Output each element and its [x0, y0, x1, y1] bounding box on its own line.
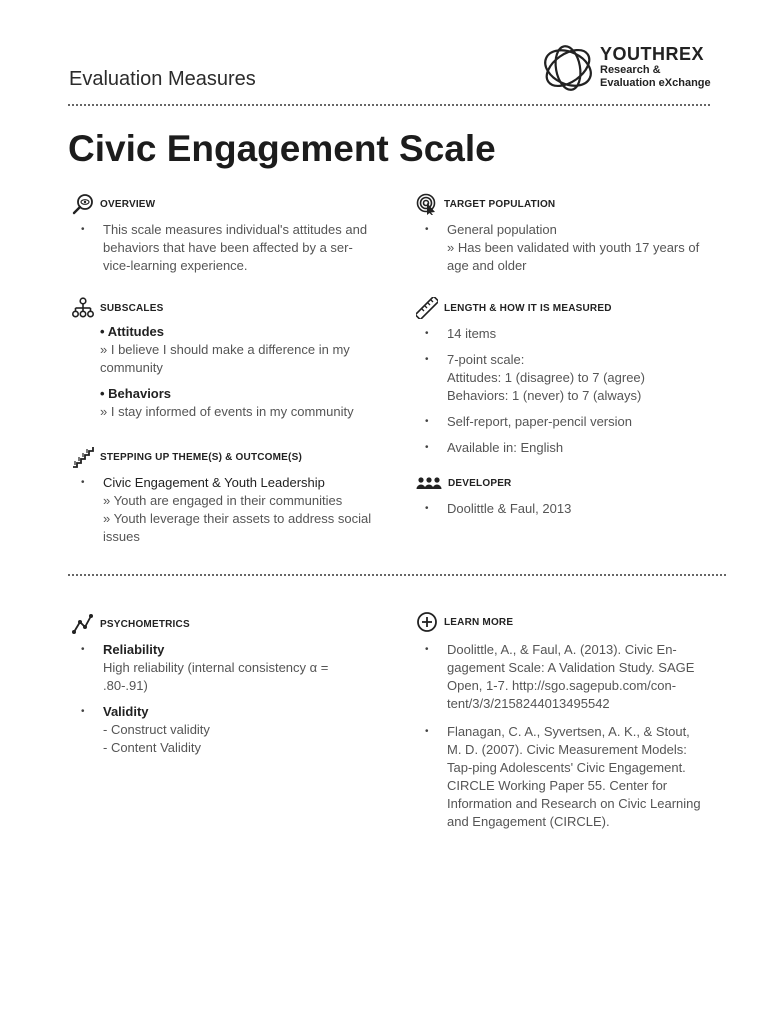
developer-section: [416, 472, 716, 526]
subscale-behaviors-name: • Behaviors: [100, 386, 172, 401]
ruler-icon: [416, 297, 438, 319]
length-scale-behaviors: Behaviors: 1 (never) to 7 (always): [447, 388, 642, 403]
brand-name: YOUTHREX: [600, 44, 705, 64]
length-item-scale: [416, 351, 716, 405]
validity-item: [72, 703, 372, 757]
stepping-item-title: • Civic Engagement & Youth Leadership: [103, 475, 325, 490]
length-item-language: • Available in: English: [416, 439, 716, 457]
length-item-items: • 14 items: [416, 325, 716, 343]
stepping-label: STEPPING UP THEME(S) & OUTCOME(S): [100, 451, 302, 463]
subscales-label: SUBSCALES: [100, 302, 164, 314]
people-group-icon: [416, 472, 442, 494]
stepping-section: [72, 446, 372, 554]
validity-line-2: - Content Validity: [103, 740, 202, 755]
learn-more-label: LEARN MORE: [444, 616, 514, 628]
psychometrics-label: PSYCHOMETRICS: [100, 618, 190, 630]
stairs-icon: [72, 446, 94, 468]
target-cursor-icon: [416, 193, 438, 215]
section-divider: [68, 574, 726, 576]
target-item-sub: » Has been validated with youth 17 years of age and older: [447, 240, 700, 273]
length-scale-attitudes: Attitudes: 1 (disagree) to 7 (agree): [447, 370, 645, 385]
hierarchy-icon: [72, 297, 94, 319]
subscale-behaviors-example: » I stay informed of events in my community: [100, 404, 354, 419]
stepping-sub-2: » Youth leverage their assets to address social issues: [103, 511, 372, 544]
target-item-text: • General population: [447, 222, 557, 237]
stepping-item: [72, 474, 372, 546]
length-item-format: • Self-report, paper-pencil version: [416, 413, 716, 431]
magnifier-eye-icon: [72, 193, 94, 215]
validity-name: • Validity: [103, 704, 149, 719]
youthrex-logo-icon: [540, 40, 596, 96]
subscale-attitudes-example: » I believe I should make a difference in my community: [100, 342, 350, 375]
developer-label: DEVELOPER: [448, 477, 512, 489]
target-label: TARGET POPULATION: [444, 198, 556, 210]
subscales-section: [72, 297, 372, 421]
length-scale-title: • 7-point scale:: [447, 352, 525, 367]
brand-block: [600, 44, 711, 90]
target-section: [416, 193, 716, 283]
developer-item: • Doolittle & Faul, 2013: [416, 500, 716, 518]
line-chart-icon: [72, 613, 94, 635]
length-section: [416, 297, 716, 465]
plus-circle-icon: [416, 611, 438, 633]
psychometrics-section: [72, 613, 372, 765]
overview-text: • This scale measures individual's attitudes and behaviors that have been affected by a ser-vice-learning experience.: [72, 221, 372, 275]
brand-sub-1: Research &: [600, 64, 661, 76]
stepping-sub-1: » Youth are engaged in their communities: [103, 493, 343, 508]
overview-section: [72, 193, 372, 283]
reliability-item: [72, 641, 372, 695]
reference-1: • Doolittle, A., & Faul, A. (2013). Civic En-gagement Scale: A Validation Study. SAGE Open, 1-7. http://sgo.sagepub.com/con-tent/3/3/2158244013495542: [416, 641, 706, 713]
subscale-attitudes-name: • Attitudes: [100, 324, 165, 339]
page-title: Civic Engagement Scale: [68, 128, 496, 169]
validity-line-1: - Construct validity: [103, 722, 210, 737]
length-label: LENGTH & HOW IT IS MEASURED: [444, 302, 612, 314]
brand-sub-2: Evaluation eXchange: [600, 77, 711, 89]
overview-label: OVERVIEW: [100, 198, 156, 210]
header-divider: [68, 104, 710, 106]
learn-more-section: [416, 611, 716, 839]
reliability-text: High reliability (internal consistency α = .80-.91): [103, 660, 329, 693]
reference-2: • Flanagan, C. A., Syvertsen, A. K., & Stout, M. D. (2007). Civic Measurement Models: Tap-ping Adolescents' Civic Engagement. CIRCLE Working Paper 55. Center for Information and Research on Civic Learning and Engagement (CIRCLE).: [416, 723, 706, 831]
section-title: Evaluation Measures: [69, 68, 256, 90]
target-item: [416, 221, 716, 275]
reliability-name: • Reliability: [103, 642, 165, 657]
